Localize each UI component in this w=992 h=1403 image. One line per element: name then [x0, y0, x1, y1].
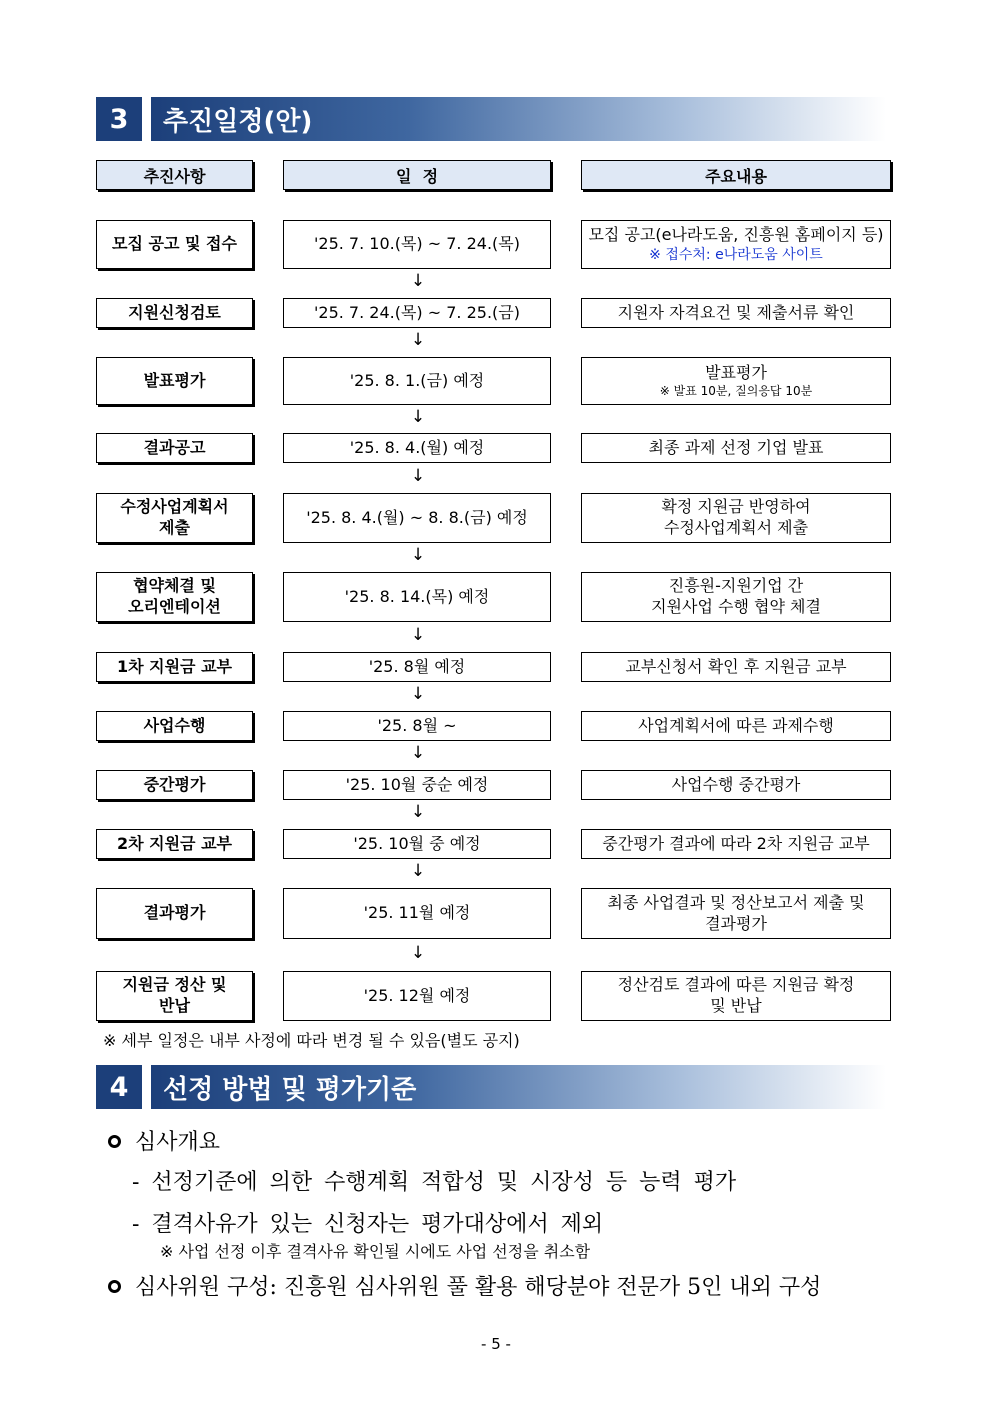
item-line: 제출	[159, 518, 190, 537]
schedule-item	[96, 572, 253, 622]
section-title: 추진일정(안)	[151, 97, 886, 141]
schedule-item: 2차 지원금 교부	[96, 829, 253, 859]
down-arrow-icon: ↓	[410, 684, 426, 704]
content-line: 모집 공고(e나라도움, 진흥원 홈페이지 등)	[588, 225, 884, 244]
col-header-date: 일 정	[283, 160, 551, 190]
schedule-item: 사업수행	[96, 711, 253, 741]
bullet-review-overview	[108, 1125, 220, 1156]
schedule-item	[96, 493, 253, 543]
dash-item: - 결격사유가 있는 신청자는 평가대상에서 제외	[132, 1212, 604, 1237]
schedule-item: 지원신청검토	[96, 298, 253, 328]
content-line: 정산검토 결과에 따른 지원금 확정	[617, 975, 855, 995]
section-3-header	[96, 97, 896, 141]
schedule-date: '25. 7. 10.(목) ~ 7. 24.(목)	[283, 220, 551, 269]
schedule-date: '25. 8. 4.(월) 예정	[283, 433, 551, 463]
schedule-content	[581, 493, 891, 543]
section-title: 선정 방법 및 평가기준	[151, 1065, 886, 1109]
circle-bullet-icon	[108, 1280, 121, 1293]
item-line: 지원금 정산 및	[122, 975, 227, 995]
schedule-note: ※ 세부 일정은 내부 사정에 따라 변경 될 수 있음(별도 공지)	[103, 1031, 520, 1050]
content-line: 및 반납	[710, 996, 762, 1015]
content-line: 진흥원-지원기업 간	[668, 576, 804, 596]
bullet-text: 심사위원 구성: 진흥원 심사위원 풀 활용 해당분야 전문가 5인 내외 구성	[135, 1275, 822, 1300]
down-arrow-icon: ↓	[410, 466, 426, 486]
content-line: 지원사업 수행 협약 체결	[651, 597, 821, 616]
content-line: 결과평가	[705, 913, 767, 933]
down-arrow-icon: ↓	[410, 545, 426, 565]
schedule-item	[96, 971, 253, 1021]
schedule-date: '25. 12월 예정	[283, 971, 551, 1021]
schedule-date: '25. 10월 중순 예정	[283, 770, 551, 800]
section-number: 3	[96, 97, 142, 141]
schedule-content: 중간평가 결과에 따라 2차 지원금 교부	[581, 829, 891, 859]
item-line: 반납	[159, 996, 190, 1015]
schedule-date: '25. 8. 4.(월) ~ 8. 8.(금) 예정	[283, 493, 551, 543]
sub-note: ※ 사업 선정 이후 결격사유 확인될 시에도 사업 선정을 취소함	[160, 1242, 591, 1261]
schedule-date: '25. 8월 ~	[283, 711, 551, 741]
content-note: ※ 접수처: e나라도움 사이트	[649, 246, 823, 263]
bullet-text: 심사개요	[135, 1130, 221, 1155]
item-line: 수정사업계획서	[120, 497, 229, 517]
bullet-committee	[108, 1270, 821, 1301]
schedule-date: '25. 10월 중 예정	[283, 829, 551, 859]
schedule-date: '25. 11월 예정	[283, 888, 551, 939]
down-arrow-icon: ↓	[410, 802, 426, 822]
down-arrow-icon: ↓	[410, 943, 426, 963]
schedule-item: 모집 공고 및 접수	[96, 220, 253, 269]
schedule-item: 1차 지원금 교부	[96, 652, 253, 682]
schedule-content	[581, 220, 891, 269]
down-arrow-icon: ↓	[410, 271, 426, 291]
section-4-header	[96, 1065, 896, 1109]
schedule-item: 결과평가	[96, 888, 253, 939]
schedule-date: '25. 8월 예정	[283, 652, 551, 682]
schedule-item: 발표평가	[96, 357, 253, 405]
schedule-content	[581, 971, 891, 1021]
schedule-content: 사업계획서에 따른 과제수행	[581, 711, 891, 741]
content-note: ※ 발표 10분, 질의응답 10분	[659, 383, 813, 398]
schedule-content	[581, 888, 891, 939]
item-line: 협약체결 및	[133, 576, 216, 596]
circle-bullet-icon	[108, 1135, 121, 1148]
schedule-content: 최종 과제 선정 기업 발표	[581, 433, 891, 463]
down-arrow-icon: ↓	[410, 743, 426, 763]
section-number: 4	[96, 1065, 142, 1109]
dash-item: - 선정기준에 의한 수행계획 적합성 및 시장성 등 능력 평가	[132, 1170, 737, 1195]
down-arrow-icon: ↓	[410, 330, 426, 350]
schedule-content	[581, 357, 891, 405]
down-arrow-icon: ↓	[410, 407, 426, 427]
content-line: 확정 지원금 반영하여	[661, 497, 811, 517]
page-number: - 5 -	[481, 1335, 511, 1353]
schedule-item: 중간평가	[96, 770, 253, 800]
schedule-content: 지원자 자격요건 및 제출서류 확인	[581, 298, 891, 328]
down-arrow-icon: ↓	[410, 625, 426, 645]
schedule-date: '25. 8. 14.(목) 예정	[283, 572, 551, 622]
schedule-content	[581, 572, 891, 622]
item-line: 오리엔테이션	[128, 597, 221, 616]
schedule-content: 사업수행 중간평가	[581, 770, 891, 800]
content-line: 최종 사업결과 및 정산보고서 제출 및	[607, 892, 865, 912]
content-line: 수정사업계획서 제출	[663, 518, 809, 537]
col-header-content: 주요내용	[581, 160, 891, 190]
content-line: 발표평가	[705, 362, 767, 382]
schedule-date: '25. 8. 1.(금) 예정	[283, 357, 551, 405]
col-header-item: 추진사항	[96, 160, 253, 190]
schedule-date: '25. 7. 24.(목) ~ 7. 25.(금)	[283, 298, 551, 328]
down-arrow-icon: ↓	[410, 861, 426, 881]
schedule-item: 결과공고	[96, 433, 253, 463]
schedule-content: 교부신청서 확인 후 지원금 교부	[581, 652, 891, 682]
